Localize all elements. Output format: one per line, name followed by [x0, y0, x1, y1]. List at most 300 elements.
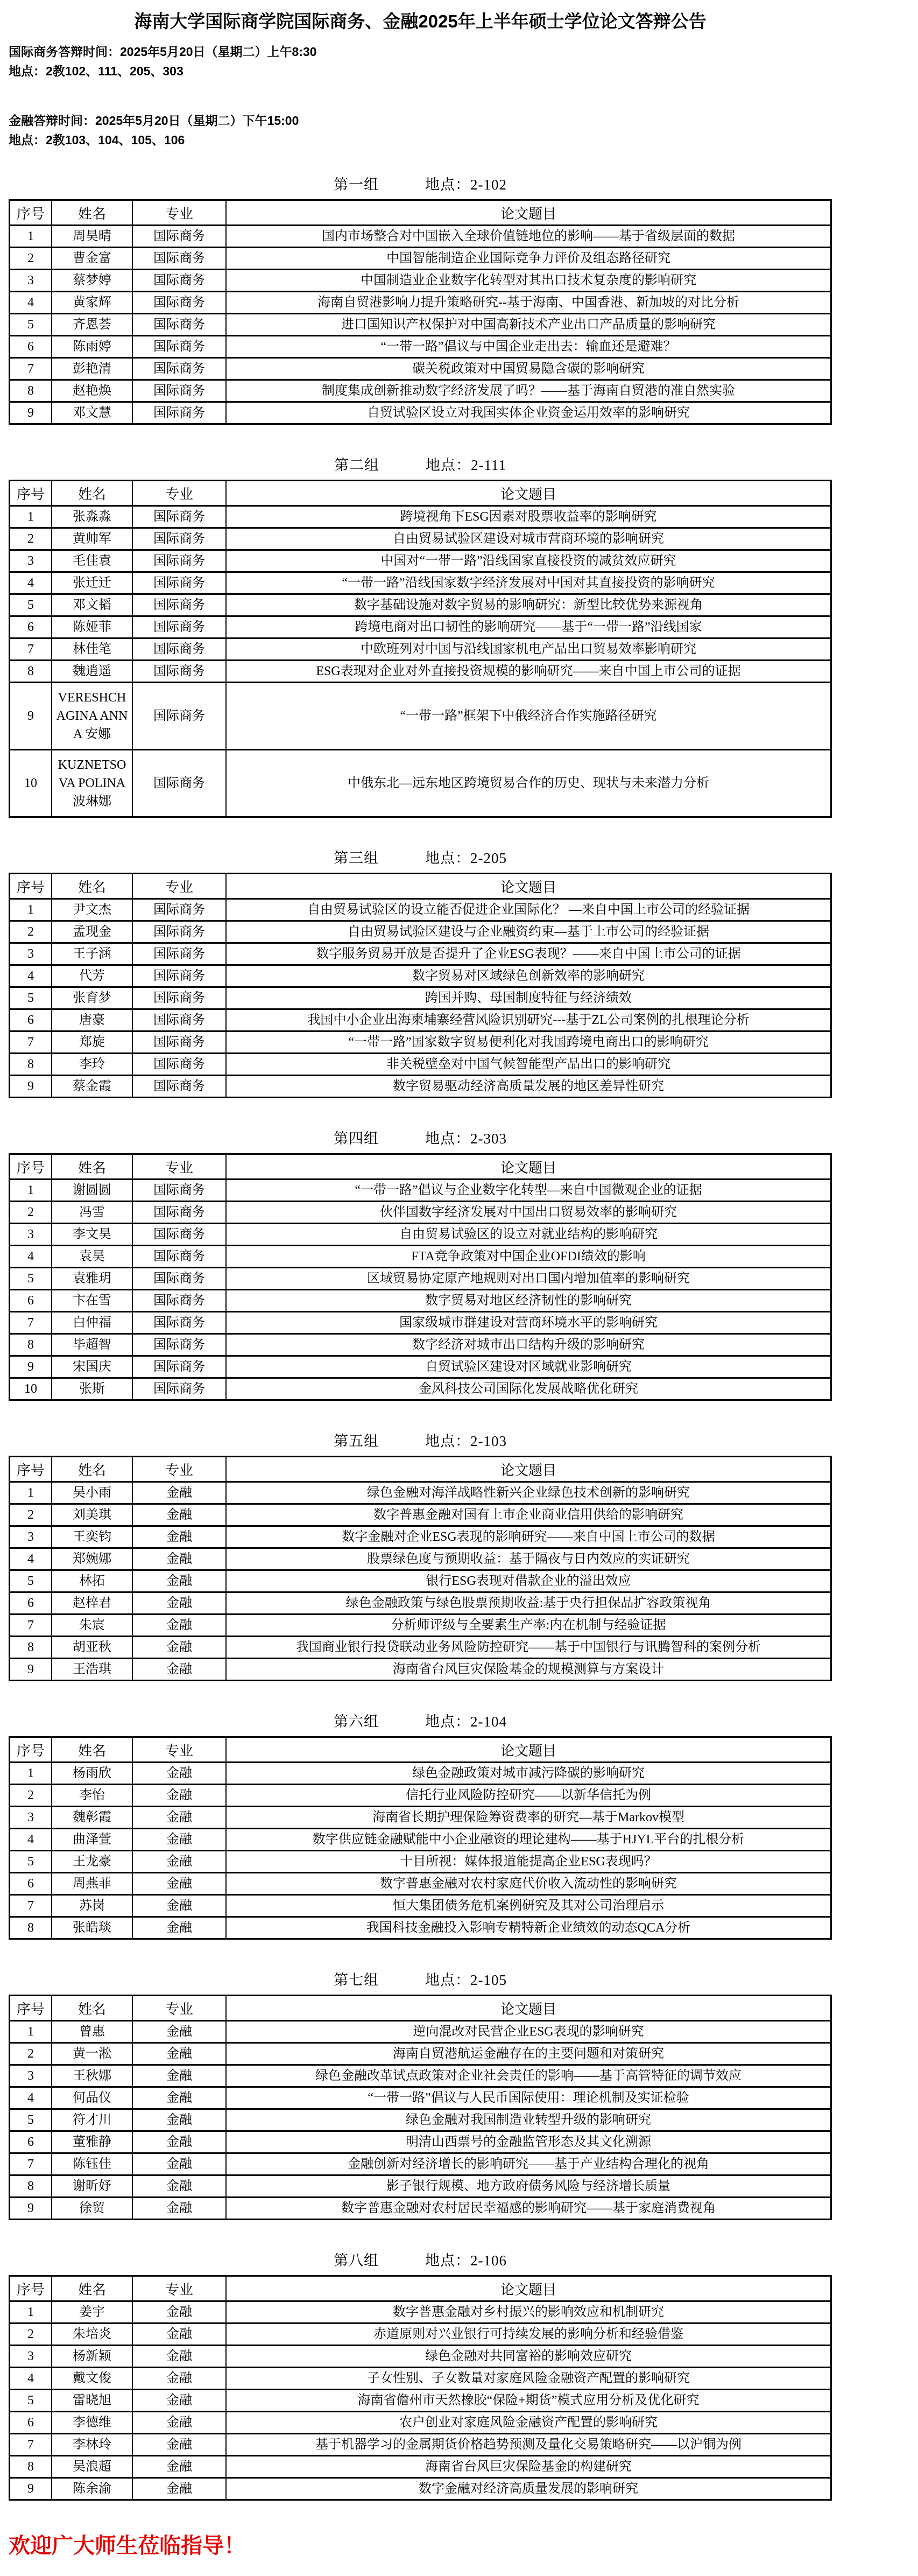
group-section-8 [9, 2251, 832, 2501]
thesis-title: 数字普惠金融对农村家庭代价收入流动性的影响研究 [226, 1873, 831, 1895]
table-row [10, 1615, 831, 1637]
thesis-title: 自贸试验区设立对我国实体企业资金运用效率的影响研究 [226, 402, 831, 424]
page-title: 海南大学国际商学院国际商务、金融2025年上半年硕士学位论文答辩公告 [134, 11, 707, 31]
table-row [10, 683, 831, 750]
student-name: 黄家辉 [52, 292, 132, 314]
column-header-thesis-title: 论文题目 [226, 874, 831, 899]
student-name: 魏逍遥 [52, 661, 132, 683]
thesis-title: 影子银行规模、地方政府债务风险与经济增长质量 [226, 2175, 831, 2198]
student-name: 徐贸 [52, 2198, 132, 2220]
major: 金融 [132, 2456, 226, 2478]
group-section-7 [9, 1971, 832, 2220]
group-location: 地点：2-104 [425, 1714, 507, 1730]
student-name: 郑婉娜 [52, 1548, 132, 1570]
table-row [10, 594, 831, 616]
student-name: KUZNETSOVA POLINA 波琳娜 [52, 750, 132, 817]
student-name: 王奕钧 [52, 1526, 132, 1548]
row-number: 8 [10, 1637, 52, 1659]
column-header-row-number: 序号 [10, 2276, 52, 2301]
student-name: 毛佳袁 [52, 550, 132, 572]
student-name: 曹金富 [52, 248, 132, 270]
row-number: 1 [10, 1180, 52, 1202]
row-number: 5 [10, 1268, 52, 1290]
intl-business-time-line: 国际商务答辩时间：2025年5月20日（星期二）上午8:30 [9, 45, 317, 59]
row-number: 6 [10, 1873, 52, 1895]
thesis-title: 海南省台风巨灾保险基金的规模测算与方案设计 [226, 1659, 831, 1681]
major: 金融 [132, 1873, 226, 1895]
row-number: 3 [10, 1807, 52, 1829]
row-number: 9 [10, 2198, 52, 2220]
thesis-title: “一带一路”倡议与中国企业走出去：输血还是避难？ [226, 336, 831, 358]
thesis-title: 国内市场整合对中国嵌入全球价值链地位的影响——基于省级层面的数据 [226, 226, 831, 248]
major: 国际商务 [132, 943, 226, 965]
student-name: 胡亚秋 [52, 1637, 132, 1659]
student-name: 姜宇 [52, 2301, 132, 2324]
major: 金融 [132, 2065, 226, 2087]
row-number: 2 [10, 528, 52, 550]
row-number: 6 [10, 1592, 52, 1615]
student-name: 曲泽萱 [52, 1829, 132, 1851]
row-number: 4 [10, 2087, 52, 2109]
row-number: 7 [10, 1312, 52, 1334]
table-row [10, 1290, 831, 1312]
major: 国际商务 [132, 226, 226, 248]
column-header-thesis-title: 论文题目 [226, 481, 831, 506]
table-row [10, 1009, 831, 1031]
thesis-title: 我国科技金融投入影响专精特新企业绩效的动态QCA分析 [226, 1917, 831, 1939]
student-name: 赵艳焕 [52, 380, 132, 402]
column-header-major: 专业 [132, 2276, 226, 2301]
major: 金融 [132, 1829, 226, 1851]
student-name: 王浩琪 [52, 1659, 132, 1681]
column-header-major: 专业 [132, 1996, 226, 2021]
thesis-title: 恒大集团债务危机案例研究及其对公司治理启示 [226, 1895, 831, 1917]
row-number: 6 [10, 2412, 52, 2434]
thesis-title: 数字贸易对区域绿色创新效率的影响研究 [226, 965, 831, 987]
column-header-major: 专业 [132, 1154, 226, 1180]
major: 金融 [132, 1592, 226, 1615]
row-number: 8 [10, 380, 52, 402]
thesis-title: 海南省长期护理保险筹资费率的研究—基于Markov模型 [226, 1807, 831, 1829]
table-row [10, 1356, 831, 1378]
major: 国际商务 [132, 1076, 226, 1098]
major: 国际商务 [132, 1378, 226, 1400]
major: 金融 [132, 1851, 226, 1873]
student-name: 张淼淼 [52, 506, 132, 528]
table-row [10, 550, 831, 572]
group-location: 地点：2-102 [425, 177, 507, 193]
student-name: 尹文杰 [52, 899, 132, 921]
student-name: 毕超智 [52, 1334, 132, 1356]
table-row [10, 1570, 831, 1592]
major: 金融 [132, 1659, 226, 1681]
group-name: 第一组 [334, 177, 379, 193]
row-number: 8 [10, 2175, 52, 2198]
thesis-title: 信托行业风险防控研究——以新华信托为例 [226, 1785, 831, 1807]
thesis-title: 绿色金融对海洋战略性新兴企业绿色技术创新的影响研究 [226, 1482, 831, 1504]
defense-table [9, 1153, 832, 1401]
table-row [10, 1224, 831, 1246]
table-row [10, 1312, 831, 1334]
thesis-title: 中国智能制造企业国际竞争力评价及组态路径研究 [226, 248, 831, 270]
row-number: 8 [10, 2456, 52, 2478]
row-number: 9 [10, 2478, 52, 2500]
column-header-thesis-title: 论文题目 [226, 1737, 831, 1763]
student-name: 孟现金 [52, 921, 132, 943]
student-name: 黄帅军 [52, 528, 132, 550]
thesis-title: 数字基础设施对数字贸易的影响研究：新型比较优势来源视角 [226, 594, 831, 616]
column-header-student-name: 姓名 [52, 2276, 132, 2301]
thesis-title: 银行ESG表现对借款企业的溢出效应 [226, 1570, 831, 1592]
table-row [10, 1526, 831, 1548]
student-name: 张皓琰 [52, 1917, 132, 1939]
group-section-3 [9, 849, 832, 1098]
student-name: 李文昊 [52, 1224, 132, 1246]
thesis-title: 海南自贸港影响力提升策略研究--基于海南、中国香港、新加坡的对比分析 [226, 292, 831, 314]
row-number: 6 [10, 1009, 52, 1031]
finance-time-line: 金融答辩时间：2025年5月20日（星期二）下午15:00 [9, 114, 299, 128]
row-number: 4 [10, 1548, 52, 1570]
student-name: 朱培炎 [52, 2324, 132, 2346]
thesis-title: 赤道原则对兴业银行可持续发展的影响分析和经验借鉴 [226, 2324, 831, 2346]
row-number: 5 [10, 314, 52, 336]
major: 金融 [132, 2346, 226, 2368]
student-name: 杨雨欣 [52, 1763, 132, 1785]
thesis-title: 绿色金融对我国制造业转型升级的影响研究 [226, 2109, 831, 2131]
column-header-row-number: 序号 [10, 1457, 52, 1482]
thesis-title: 绿色金融对共同富裕的影响效应研究 [226, 2346, 831, 2368]
row-number: 5 [10, 594, 52, 616]
table-row [10, 402, 831, 424]
group-title [9, 849, 832, 867]
table-row [10, 638, 831, 661]
group-section-2 [9, 456, 832, 818]
row-number: 5 [10, 2109, 52, 2131]
thesis-title: 区域贸易协定原产地规则对出口国内增加值率的影响研究 [226, 1268, 831, 1290]
row-number: 7 [10, 358, 52, 380]
thesis-title: 进口国知识产权保护对中国高新技术产业出口产品质量的影响研究 [226, 314, 831, 336]
table-row [10, 1031, 831, 1054]
table-row [10, 2131, 831, 2153]
major: 国际商务 [132, 616, 226, 638]
major: 金融 [132, 2324, 226, 2346]
column-header-thesis-title: 论文题目 [226, 1154, 831, 1180]
student-name: VERESHCHAGINA ANNA 安娜 [52, 683, 132, 750]
row-number: 2 [10, 1504, 52, 1526]
row-number: 2 [10, 1785, 52, 1807]
thesis-title: “一带一路”框架下中俄经济合作实施路径研究 [226, 683, 831, 750]
table-row [10, 1807, 831, 1829]
row-number: 7 [10, 638, 52, 661]
thesis-title: 数字普惠金融对国有上市企业商业信用供给的影响研究 [226, 1504, 831, 1526]
header-row [10, 2276, 831, 2301]
student-name: 何品仪 [52, 2087, 132, 2109]
major: 国际商务 [132, 1202, 226, 1224]
group-section-1 [9, 176, 832, 425]
row-number: 1 [10, 1482, 52, 1504]
group-title [9, 176, 832, 194]
major: 国际商务 [132, 550, 226, 572]
table-row [10, 1851, 831, 1873]
row-number: 4 [10, 572, 52, 594]
thesis-title: “一带一路”倡议与人民币国际使用：理论机制及实证检验 [226, 2087, 831, 2109]
thesis-title: 绿色金融政策对城市减污降碳的影响研究 [226, 1763, 831, 1785]
column-header-student-name: 姓名 [52, 1996, 132, 2021]
major: 金融 [132, 2478, 226, 2500]
thesis-title: 明清山西票号的金融监管形态及其文化溯源 [226, 2131, 831, 2153]
student-name: 蔡金霞 [52, 1076, 132, 1098]
major: 金融 [132, 2390, 226, 2412]
student-name: 曾惠 [52, 2021, 132, 2043]
row-number: 1 [10, 2021, 52, 2043]
column-header-row-number: 序号 [10, 200, 52, 226]
thesis-title: 绿色金融改革试点政策对企业社会责任的影响——基于高管特征的调节效应 [226, 2065, 831, 2087]
defense-table [9, 2275, 832, 2501]
student-name: 袁雅玥 [52, 1268, 132, 1290]
thesis-title: ESG表现对企业对外直接投资规模的影响研究——来自中国上市公司的证据 [226, 661, 831, 683]
row-number: 9 [10, 1076, 52, 1098]
thesis-title: 数字金融对经济高质量发展的影响研究 [226, 2478, 831, 2500]
table-row [10, 2346, 831, 2368]
row-number: 2 [10, 2043, 52, 2065]
row-number: 3 [10, 2065, 52, 2087]
table-row [10, 1076, 831, 1098]
group-name: 第二组 [334, 457, 379, 473]
row-number: 4 [10, 292, 52, 314]
major: 国际商务 [132, 1054, 226, 1076]
row-number: 9 [10, 402, 52, 424]
thesis-title: 跨境电商对出口韧性的影响研究——基于“一带一路”沿线国家 [226, 616, 831, 638]
column-header-row-number: 序号 [10, 874, 52, 899]
row-number: 6 [10, 1290, 52, 1312]
group-title [9, 1971, 832, 1989]
table-row [10, 1592, 831, 1615]
group-name: 第七组 [334, 1972, 379, 1988]
student-name: 李玲 [52, 1054, 132, 1076]
table-row [10, 921, 831, 943]
table-row [10, 661, 831, 683]
thesis-title: 逆向混改对民营企业ESG表现的影响研究 [226, 2021, 831, 2043]
row-number: 4 [10, 965, 52, 987]
student-name: 谢昕妤 [52, 2175, 132, 2198]
thesis-title: FTA竞争政策对中国企业OFDI绩效的影响 [226, 1246, 831, 1268]
thesis-title: 股票绿色度与预期收益：基于隔夜与日内效应的实证研究 [226, 1548, 831, 1570]
major: 国际商务 [132, 528, 226, 550]
thesis-title: 制度集成创新推动数字经济发展了吗？——基于海南自贸港的准自然实验 [226, 380, 831, 402]
column-header-student-name: 姓名 [52, 1737, 132, 1763]
student-name: 戴文俊 [52, 2368, 132, 2390]
thesis-title: 自由贸易试验区的设立对就业结构的影响研究 [226, 1224, 831, 1246]
row-number: 10 [10, 1378, 52, 1400]
student-name: 王龙豪 [52, 1851, 132, 1873]
table-row [10, 1895, 831, 1917]
thesis-title: 十目所视：媒体报道能提高企业ESG表现吗？ [226, 1851, 831, 1873]
defense-table [9, 873, 832, 1098]
major: 金融 [132, 1482, 226, 1504]
thesis-title: 数字普惠金融对农村居民幸福感的影响研究——基于家庭消费视角 [226, 2198, 831, 2220]
row-number: 5 [10, 1570, 52, 1592]
group-section-5 [9, 1432, 832, 1681]
row-number: 1 [10, 226, 52, 248]
table-row [10, 1180, 831, 1202]
table-row [10, 2153, 831, 2175]
thesis-title: 金风科技公司国际化发展战略优化研究 [226, 1378, 831, 1400]
major: 国际商务 [132, 572, 226, 594]
student-name: 符才川 [52, 2109, 132, 2131]
defense-table [9, 480, 832, 818]
group-name: 第五组 [334, 1433, 379, 1449]
student-name: 李林玲 [52, 2434, 132, 2456]
major: 国际商务 [132, 1268, 226, 1290]
table-row [10, 1378, 831, 1400]
table-row [10, 292, 831, 314]
major: 金融 [132, 2198, 226, 2220]
thesis-title: 中欧班列对中国与沿线国家机电产品出口贸易效率影响研究 [226, 638, 831, 661]
student-name: 陈钰佳 [52, 2153, 132, 2175]
row-number: 1 [10, 506, 52, 528]
major: 国际商务 [132, 750, 226, 817]
student-name: 代芳 [52, 965, 132, 987]
thesis-title: 海南省台风巨灾保险基金的构建研究 [226, 2456, 831, 2478]
thesis-title: 子女性别、子女数量对家庭风险金融资产配置的影响研究 [226, 2368, 831, 2390]
column-header-major: 专业 [132, 1737, 226, 1763]
table-row [10, 943, 831, 965]
table-row [10, 380, 831, 402]
student-name: 董雅静 [52, 2131, 132, 2153]
major: 国际商务 [132, 1312, 226, 1334]
student-name: 林佳笔 [52, 638, 132, 661]
major: 金融 [132, 1895, 226, 1917]
column-header-row-number: 序号 [10, 1737, 52, 1763]
column-header-student-name: 姓名 [52, 481, 132, 506]
header-row [10, 200, 831, 226]
row-number: 6 [10, 616, 52, 638]
major: 金融 [132, 2021, 226, 2043]
thesis-title: 国家级城市群建设对营商环境水平的影响研究 [226, 1312, 831, 1334]
row-number: 7 [10, 1031, 52, 1054]
student-name: 吴浪超 [52, 2456, 132, 2478]
major: 金融 [132, 2131, 226, 2153]
student-name: 王秋娜 [52, 2065, 132, 2087]
major: 国际商务 [132, 1180, 226, 1202]
group-title [9, 2251, 832, 2270]
student-name: 宋国庆 [52, 1356, 132, 1378]
major: 金融 [132, 2153, 226, 2175]
table-row [10, 528, 831, 550]
thesis-title: 分析师评级与全要素生产率:内在机制与经验证据 [226, 1615, 831, 1637]
row-number: 8 [10, 661, 52, 683]
row-number: 4 [10, 1246, 52, 1268]
column-header-student-name: 姓名 [52, 874, 132, 899]
table-row [10, 616, 831, 638]
student-name: 李怡 [52, 1785, 132, 1807]
group-location: 地点：2-205 [425, 850, 507, 866]
table-row [10, 2198, 831, 2220]
group-name: 第三组 [334, 850, 379, 866]
major: 国际商务 [132, 292, 226, 314]
major: 金融 [132, 1917, 226, 1939]
thesis-title: 绿色金融政策与绿色股票预期收益:基于央行担保品扩容政策视角 [226, 1592, 831, 1615]
table-row [10, 506, 831, 528]
column-header-student-name: 姓名 [52, 1154, 132, 1180]
group-location: 地点：2-303 [425, 1131, 507, 1147]
column-header-student-name: 姓名 [52, 200, 132, 226]
student-name: 张育梦 [52, 987, 132, 1009]
major: 国际商务 [132, 638, 226, 661]
table-row [10, 2478, 831, 2500]
thesis-title: 数字服务贸易开放是否提升了企业ESG表现？——来自中国上市公司的证据 [226, 943, 831, 965]
column-header-major: 专业 [132, 1457, 226, 1482]
student-name: 黄一淞 [52, 2043, 132, 2065]
group-name: 第四组 [334, 1131, 379, 1147]
group-name: 第八组 [334, 2252, 379, 2269]
finance-location-line: 地点：2教103、104、105、106 [9, 133, 185, 147]
thesis-title: 我国商业银行投贷联动业务风险防控研究——基于中国银行与讯腾智科的案例分析 [226, 1637, 831, 1659]
group-location: 地点：2-103 [425, 1433, 507, 1449]
student-name: 张斯 [52, 1378, 132, 1400]
row-number: 7 [10, 1615, 52, 1637]
major: 金融 [132, 1615, 226, 1637]
table-row [10, 2175, 831, 2198]
student-name: 谢圆圆 [52, 1180, 132, 1202]
column-header-thesis-title: 论文题目 [226, 1996, 831, 2021]
row-number: 3 [10, 1224, 52, 1246]
table-row [10, 270, 831, 292]
row-number: 10 [10, 750, 52, 817]
student-name: 陈娅菲 [52, 616, 132, 638]
column-header-row-number: 序号 [10, 481, 52, 506]
table-row [10, 2412, 831, 2434]
student-name: 李德维 [52, 2412, 132, 2434]
major: 金融 [132, 1548, 226, 1570]
thesis-title: 自贸试验区建设对区域就业影响研究 [226, 1356, 831, 1378]
student-name: 蔡梦婷 [52, 270, 132, 292]
row-number: 2 [10, 248, 52, 270]
major: 国际商务 [132, 1009, 226, 1031]
column-header-major: 专业 [132, 200, 226, 226]
major: 国际商务 [132, 358, 226, 380]
row-number: 3 [10, 943, 52, 965]
row-number: 5 [10, 1851, 52, 1873]
table-row [10, 2043, 831, 2065]
header-row [10, 481, 831, 506]
major: 国际商务 [132, 248, 226, 270]
major: 国际商务 [132, 965, 226, 987]
row-number: 4 [10, 2368, 52, 2390]
column-header-row-number: 序号 [10, 1154, 52, 1180]
table-row [10, 2456, 831, 2478]
student-name: 邓文韬 [52, 594, 132, 616]
row-number: 2 [10, 921, 52, 943]
header-row [10, 874, 831, 899]
info-spacer [9, 81, 832, 111]
thesis-title: 非关税壁垒对中国气候智能型产品出口的影响研究 [226, 1054, 831, 1076]
column-header-major: 专业 [132, 874, 226, 899]
row-number: 6 [10, 336, 52, 358]
thesis-title: 数字供应链金融赋能中小企业融资的理论建构——基于HJYL平台的扎根分析 [226, 1829, 831, 1851]
major: 金融 [132, 1763, 226, 1785]
column-header-major: 专业 [132, 481, 226, 506]
row-number: 6 [10, 2131, 52, 2153]
student-name: 张迁迁 [52, 572, 132, 594]
student-name: 林拓 [52, 1570, 132, 1592]
thesis-title: 碳关税政策对中国贸易隐含碳的影响研究 [226, 358, 831, 380]
column-header-thesis-title: 论文题目 [226, 2276, 831, 2301]
major: 国际商务 [132, 270, 226, 292]
header-row [10, 1457, 831, 1482]
row-number: 9 [10, 1659, 52, 1681]
row-number: 8 [10, 1917, 52, 1939]
